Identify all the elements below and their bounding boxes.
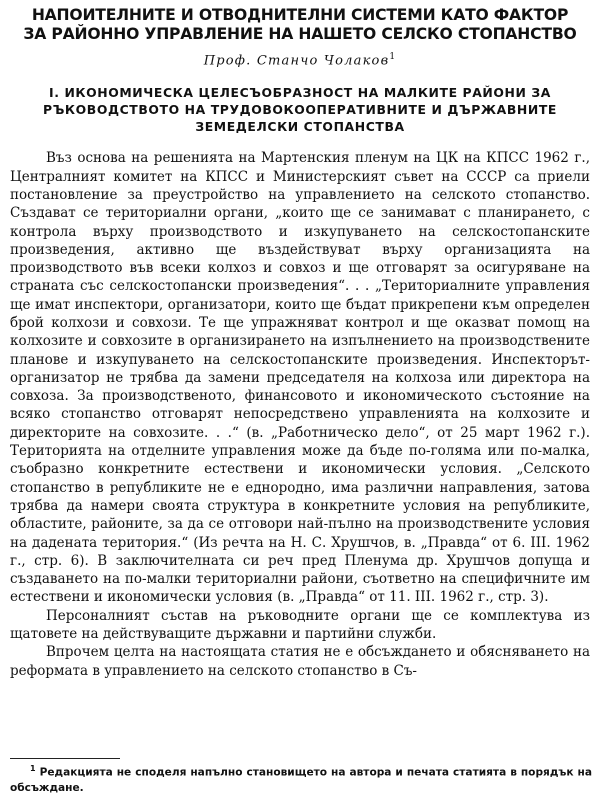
body-paragraph-2: Персоналният състав на ръководните органи ще се комплектува из щатовете на действуващите държавни и партийни служби. [10,607,590,643]
footnote-text: Редакцията не споделя напълно становището на автора и печата статията в порядък на обсъждане. [10,766,592,794]
article-title-line-1: НАПОИТЕЛНИТЕ И ОТВОДНИТЕЛНИ СИСТЕМИ КАТО ФАКТОР [31,6,569,24]
author-footnote-mark: 1 [389,52,397,62]
footnote [10,761,592,796]
body-paragraph-3: Впрочем целта на настоящата статия не е обсъждането и обясняването на реформата в управлението на селското стопанство в Съ- [10,644,590,679]
footnote-mark: 1 [30,764,36,773]
section-heading: I. ИКОНОМИЧЕСКА ЦЕЛЕСЪОБРАЗНОСТ НА МАЛКИТЕ РАЙОНИ ЗА РЪКОВОДСТВОТО НА ТРУДОВОКООПЕРАТИВНИТЕ И ДЪРЖАВНИТЕ ЗЕМЕДЕЛСКИ СТОПАНСТВА [43,85,557,135]
author-byline [8,52,592,68]
footnote-divider [10,758,120,759]
author-name: Проф. Станчо Чолаков [203,53,390,69]
article-title [8,6,592,44]
body-paragraph-1: Въз основа на решенията на Мартенския пленум на ЦК на КПСС 1962 г., Централният комитет на КПСС и Министерският съвет на СССР са приели постановление за преустройство на управлението на селското стопанство. Създават се териториални органи, „които ще се занимават с планирането, с контрола върху производството и изкупуването на селскостопанските произведения, активно ще въздействуват върху организацията на производството във всеки колхоз и совхоз и ще отговарят за осигуряване на страната със селскостопански произведения“. . . „Териториалните управления ще имат инспектори, организатори, които ще бъдат прикрепени към определен брой колхози и совхози. Те ще упражняват контрол и ще оказват помощ на колхозите и совхозите в организирането на изпълнението на производствените планове и изкупуването на селскостопанските произведения. Инспекторът-организатор не трябва да замени председателя на колхоза или директора на совхоза. За производственото, финансовото и икономическото състояние на всяко стопанство отговарят непосредствено управленията на колхозите и директорите на совхозите. . .“ (в. „Работническо дело“, от 25 март 1962 г.). Територията на отделните управления може да бъде по-голяма или по-малка, съобразно конкретните естествени и икономически условия. „Селското стопанство в републиките не е еднородно, има различни направления, затова трябва да намери своята структура в конкретните условия на републиките, областите, районите, за да се отговори най-пълно на производствените условия на дадената територия.“ (Из речта на Н. С. Хрушчов, в. „Правда“ от 6. III. 1962 г., стр. 6). В заключителната си реч пред Пленума др. Хрушчов допуща и създаването на по-малки териториални райони, съответно на специфичните им естествени и икономически условия (в. „Правда“ от 11. III. 1962 г., стр. 3). [10,150,590,606]
article-title-line-2: ЗА РАЙОННО УПРАВЛЕНИЕ НА НАШЕТО СЕЛСКО СТОПАНСТВО [23,25,577,43]
article-body [8,149,592,680]
